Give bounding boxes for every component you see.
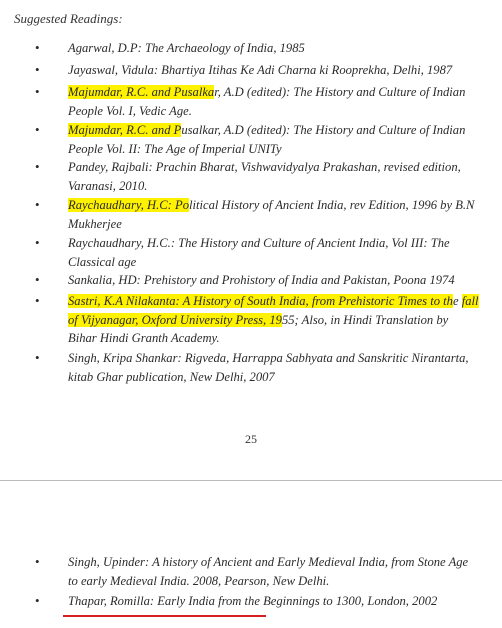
page-separator — [0, 480, 502, 481]
highlighted-text: Majumdar, R.C. and P — [68, 123, 182, 137]
text-run: Singh, Kripa Shankar: Rigveda, Harrappa Sabhyata and Sanskritic Nirantarta, kitab Ghar publication, New Delhi, 2007 — [68, 351, 469, 384]
text-run: e — [452, 294, 462, 308]
reading-text — [68, 349, 480, 386]
bullet: • — [35, 197, 40, 212]
red-underline — [63, 615, 266, 617]
text-run: Thapar, Romilla: Early India from the Beginnings to 1300, London, 2002 — [68, 594, 438, 608]
text-run: Pandey, Rajbali: Prachin Bharat, Vishwavidyalya Prakashan, revised edition, Varanasi, 2010. — [68, 160, 461, 193]
text-run: Agarwal, D.P: The Archaeology of India, 1985 — [68, 41, 305, 55]
bullet: • — [35, 40, 40, 55]
reading-text — [68, 292, 480, 348]
bullet: • — [35, 554, 40, 569]
bullet: • — [35, 350, 40, 365]
reading-item — [35, 292, 480, 348]
text-run: Singh, Upinder: A history of Ancient and Early Medieval India, from Stone Age to early Medieval India. 2008, Pearson, New Delhi. — [68, 555, 469, 588]
bullet: • — [35, 159, 40, 174]
reading-text — [68, 592, 480, 611]
reading-text — [68, 196, 480, 233]
reading-text — [68, 271, 480, 290]
highlighted-text: Sastri, K.A Nilakanta: A History of South India, from Prehistoric Times to th — [68, 294, 453, 308]
text-run: 55; Also, in Hindi Translation by Bihar Hindi Granth Academy. — [68, 312, 449, 345]
reading-text — [68, 61, 480, 80]
reading-item — [35, 234, 480, 271]
bullet: • — [35, 84, 40, 99]
reading-text — [68, 234, 480, 271]
bullet: • — [35, 593, 40, 608]
reading-item — [35, 39, 480, 58]
highlighted-text: fall of Vijyanagar, Oxford University Press, 19 — [68, 294, 479, 327]
highlighted-text: Raychaudhary, H.C: Po — [68, 198, 190, 212]
text-run: r, A.D (edited): The History and Culture of Indian People Vol. I, Vedic Age. — [68, 85, 466, 118]
bullet: • — [35, 122, 40, 137]
highlighted-text: Majumdar, R.C. and Pusalka — [68, 85, 215, 99]
text-run: Sankalia, HD: Prehistory and Prohistory of India and Pakistan, Poona 1974 — [68, 273, 455, 287]
reading-item — [35, 121, 480, 158]
bullet: • — [35, 62, 40, 77]
suggested-readings-heading: Suggested Readings: — [14, 11, 123, 26]
bullet: • — [35, 293, 40, 308]
text-run: litical History of Ancient India, rev Edition, 1996 by B.N Mukherjee — [68, 198, 475, 231]
page-number: 25 — [245, 432, 257, 446]
reading-item — [35, 271, 480, 290]
text-run: usalkar, A.D (edited): The History and Culture of Indian People Vol. II: The Age of Imperial UNITy — [68, 123, 466, 156]
reading-item — [35, 349, 480, 386]
reading-text — [68, 83, 480, 120]
reading-item — [35, 592, 480, 611]
reading-text — [68, 39, 480, 58]
reading-item — [35, 61, 480, 80]
reading-text — [68, 553, 480, 590]
text-run: Raychaudhary, H.C.: The History and Culture of Ancient India, Vol III: The Classical age — [68, 236, 450, 269]
bullet: • — [35, 235, 40, 250]
text-run: Jayaswal, Vidula: Bhartiya Itihas Ke Adi Charna ki Rooprekha, Delhi, 1987 — [68, 63, 453, 77]
reading-text — [68, 158, 480, 195]
reading-item — [35, 158, 480, 195]
reading-item — [35, 196, 480, 233]
reading-item — [35, 553, 480, 590]
reading-text — [68, 121, 480, 158]
reading-item — [35, 83, 480, 120]
bullet: • — [35, 272, 40, 287]
